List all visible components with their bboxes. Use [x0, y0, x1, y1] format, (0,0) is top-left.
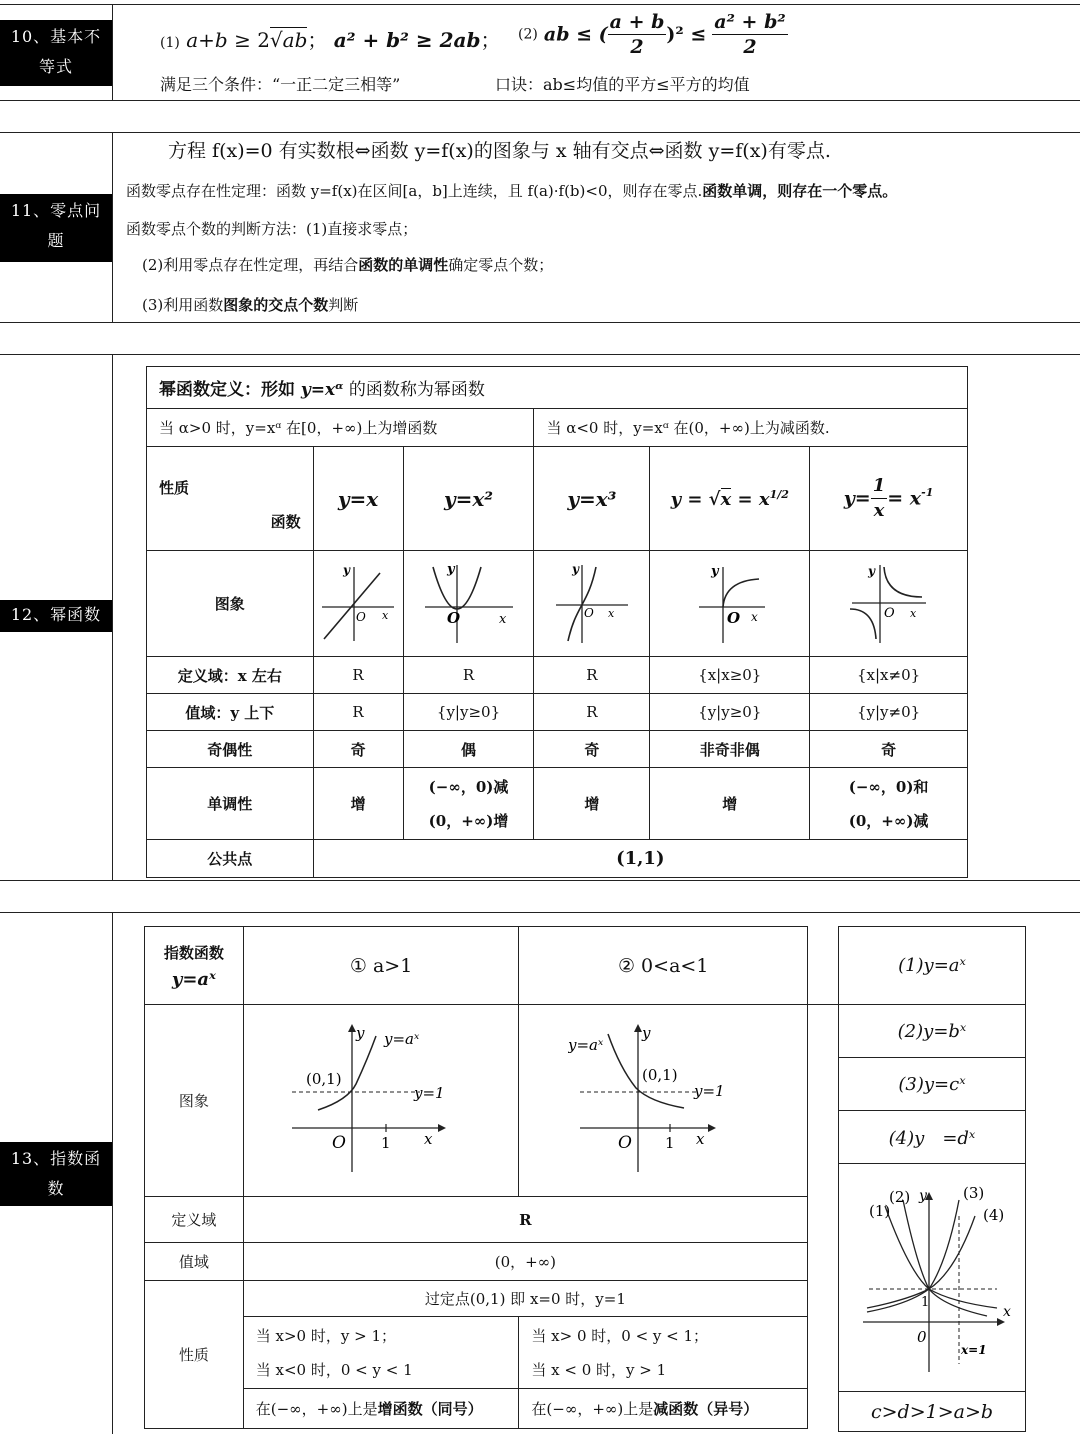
header-formula: y=aˣ: [171, 968, 216, 990]
exponent: -1: [921, 486, 934, 500]
monotonic-line: (0，+∞)减: [848, 811, 929, 830]
curve-label: y=aˣ: [384, 1029, 420, 1048]
formula: ab ≤ (: [543, 23, 608, 46]
fixed-point-label: (0,1): [306, 1069, 342, 1088]
parity-cell: 奇: [534, 731, 650, 768]
property-a-lt-1: [519, 1317, 808, 1389]
origin-label: O: [583, 605, 594, 620]
monotonic-line: (0，+∞)增: [428, 811, 509, 830]
label-line: 数: [47, 1179, 65, 1198]
range-cell: {y|y≠0}: [810, 694, 968, 731]
y-axis-label: y: [919, 1187, 927, 1204]
monotonic-cell: [810, 768, 968, 840]
text-bold: 图象的交点个数: [223, 296, 329, 314]
header-property: 性质: [159, 479, 190, 497]
power-graph-svg: [844, 559, 934, 645]
graph-y-x2: [403, 551, 534, 657]
text-bold: 增函数（同号）: [377, 1400, 483, 1418]
monotonic-line: (−∞，0)减: [428, 777, 509, 796]
x-axis-label: x: [498, 611, 506, 627]
comparison-item: (2)y=bˣ: [839, 1005, 1026, 1058]
rule: [808, 1004, 838, 1005]
text-bold: 函数的单调性: [358, 256, 449, 274]
exponent: 1/2: [769, 487, 789, 501]
tick-label: 1: [381, 1133, 391, 1152]
origin-label: O: [883, 605, 895, 621]
var: a: [186, 28, 199, 52]
range-value: (0，+∞): [243, 1243, 807, 1281]
y-axis-label: y: [867, 563, 875, 578]
x-axis-label: x: [607, 606, 615, 620]
exp-graph-increasing: [286, 1024, 476, 1174]
text: 判断: [328, 296, 359, 314]
fraction: [608, 10, 667, 59]
power-graph-svg: [552, 559, 632, 645]
op: +: [198, 28, 215, 52]
text: 的函数称为幂函数: [343, 380, 485, 400]
range-cell: R: [534, 694, 650, 731]
item-number: (1): [160, 35, 180, 51]
function-y-x3: y=x³: [534, 447, 650, 551]
property-line: 当 x < 0 时，y > 1: [531, 1360, 667, 1379]
rule: [0, 4, 1080, 5]
x-axis-label: x: [909, 606, 916, 620]
curve-label: (4): [983, 1205, 1005, 1224]
denominator: 2: [743, 36, 757, 58]
comparison-item: (3)y=cˣ: [839, 1058, 1026, 1111]
y-axis-label: y: [356, 1023, 365, 1042]
property-a-gt-1: [243, 1317, 519, 1389]
x-axis-label: x: [696, 1129, 705, 1148]
exp-graph-decreasing: [568, 1024, 758, 1174]
function-y-sqrt: [650, 447, 810, 551]
row-label-graph: 图象: [147, 551, 314, 657]
monotonic-line: (−∞，0)和: [848, 777, 929, 796]
rule: [112, 132, 113, 322]
domain-cell: {x|x≠0}: [810, 657, 968, 694]
graph-y-x3: [534, 551, 650, 657]
curve-label: (1): [869, 1201, 891, 1220]
text: (3)利用函数: [142, 296, 224, 314]
text: 函数零点存在性定理：函数 y=f(x)在区间[a，b]上连续，且 f(a)·f(b)<0，则存在零点.: [126, 182, 703, 200]
monotonic-cell: [403, 768, 534, 840]
comparison-item: (4)y =dˣ: [839, 1111, 1026, 1164]
graph-y-x: [313, 551, 403, 657]
rule: [0, 132, 1080, 133]
numerator: a² + b²: [714, 11, 786, 33]
common-point-value: (1,1): [313, 840, 967, 878]
text-bold: 减函数（异号）: [653, 1400, 759, 1418]
monotonic-a-gt-1: [243, 1389, 519, 1429]
sep: ；: [307, 28, 328, 52]
fraction: [712, 10, 787, 59]
text: 在(−∞，+∞)上是: [255, 1400, 378, 1418]
conditions-text: 满足三个条件：“一正二定三相等”: [160, 75, 401, 94]
property-line: 当 x<0 时，0 < y < 1: [255, 1360, 413, 1379]
definition-cell: [147, 367, 968, 409]
formula: y=xᵅ: [300, 380, 344, 400]
op: ≥ 2: [234, 28, 270, 52]
label-line: 11、零点问: [10, 201, 102, 220]
parity-cell: 奇: [313, 731, 403, 768]
domain-value: R: [243, 1197, 807, 1243]
decreasing-note: 当 α<0 时，y=xᵅ 在(0，+∞)上为减函数.: [534, 409, 968, 447]
function-y-x2: y=x²: [403, 447, 534, 551]
formula: )² ≤: [666, 23, 707, 46]
power-function-table: [146, 366, 968, 878]
text: y = √: [670, 488, 721, 510]
fixed-point-note: 过定点(0,1) 即 x=0 时，y=1: [243, 1281, 807, 1317]
exp-header-cell: [145, 927, 244, 1005]
text-bold: 幂函数定义：形如: [159, 380, 301, 400]
power-graph-svg: [318, 559, 398, 645]
graph-y-reciprocal: [810, 551, 968, 657]
asymptote-label: y=1: [414, 1083, 445, 1102]
domain-cell: {x|x≥0}: [650, 657, 810, 694]
range-cell: R: [313, 694, 403, 731]
method-3: [142, 294, 358, 315]
section-12-label: 12、幂函数: [0, 600, 112, 632]
text: y=: [843, 487, 871, 510]
sep: ；: [480, 28, 501, 52]
function-y-x: y=x: [313, 447, 403, 551]
x-axis-label: x: [382, 608, 389, 622]
exp-comparison-table: [838, 926, 1026, 1432]
x-axis-label: x: [750, 609, 758, 624]
row-label-domain: 定义域：x 左右: [147, 657, 314, 694]
section-13-label: [0, 1142, 112, 1206]
var: b: [214, 28, 228, 52]
monotonic-cell: 增: [313, 768, 403, 840]
domain-cell: R: [403, 657, 534, 694]
numerator: a + b: [609, 11, 665, 33]
row-label-monotonic: 单调性: [147, 768, 314, 840]
row-label-parity: 奇偶性: [147, 731, 314, 768]
power-graph-svg: [685, 559, 775, 645]
denominator: 2: [630, 36, 644, 58]
mnemonic-text: 口诀：ab≤均值的平方≤平方的均值: [495, 75, 750, 94]
denominator: x: [873, 500, 885, 521]
domain-cell: R: [534, 657, 650, 694]
property-line: 当 x>0 时，y > 1；: [255, 1326, 396, 1345]
var: ab: [282, 28, 308, 52]
row-label-graph: 图象: [145, 1005, 244, 1197]
case-a-gt-1: ① a>1: [243, 927, 519, 1005]
monotonic-cell: 增: [534, 768, 650, 840]
rule: [0, 912, 1080, 913]
sqrt-radicand: √ab: [269, 28, 308, 52]
section-11-label: [0, 194, 112, 262]
row-label-range: 值域: [145, 1243, 244, 1281]
exp-family-graph: [847, 1176, 1017, 1376]
x-axis-label: x: [424, 1129, 433, 1148]
monotonic-a-lt-1: [519, 1389, 808, 1429]
origin-label: O: [446, 608, 460, 627]
y-axis-label: y: [343, 562, 351, 577]
origin-label: O: [726, 608, 740, 627]
parity-cell: 奇: [810, 731, 968, 768]
tick-label: 1: [665, 1133, 675, 1152]
method-2: [142, 254, 553, 275]
tick-label: 1: [921, 1294, 930, 1310]
base-order: c>d>1>a>b: [839, 1392, 1026, 1432]
rule: [0, 322, 1080, 323]
text: (2)利用零点存在性定理，再结合: [142, 256, 359, 274]
exponential-table: [144, 926, 808, 1429]
fraction: [871, 474, 888, 523]
graph-a-gt-1: [243, 1005, 519, 1197]
header-title: 指数函数: [163, 943, 224, 962]
rule: [0, 880, 1080, 881]
parity-cell: 非奇非偶: [650, 731, 810, 768]
origin-label: O: [618, 1132, 633, 1153]
property-line: 当 x> 0 时，0 < y < 1；: [531, 1326, 709, 1345]
label-line: 等式: [38, 57, 73, 76]
header-function: 函数: [270, 513, 301, 531]
rule: [0, 354, 1080, 355]
y-axis-label: y: [710, 563, 719, 579]
rule: [112, 354, 113, 880]
origin-label: O: [356, 609, 366, 624]
text-bold: 函数单调，则存在一个零点。: [702, 182, 898, 200]
curve-label: y=aˣ: [568, 1035, 604, 1054]
inequality-2: [518, 10, 788, 59]
line-label: x=1: [961, 1342, 987, 1357]
zero-equivalence: 方程 f(x)=0 有实数根⇔函数 y=f(x)的图象与 x 轴有交点⇔函数 y=f(x)有零点.: [168, 140, 831, 162]
numerator: 1: [871, 474, 888, 499]
range-cell: {y|y≥0}: [650, 694, 810, 731]
zero-theorem: [126, 180, 897, 201]
radicand: x: [720, 488, 732, 510]
row-label-properties: 性质: [145, 1281, 244, 1429]
graph-y-sqrt: [650, 551, 810, 657]
label-line: 13、指数函: [10, 1149, 102, 1168]
monotonic-cell: 增: [650, 768, 810, 840]
rule: [112, 4, 113, 100]
y-axis-label: y: [642, 1023, 651, 1042]
domain-cell: R: [313, 657, 403, 694]
text: = x: [887, 487, 922, 510]
parity-cell: 偶: [403, 731, 534, 768]
row-label-common-point: 公共点: [147, 840, 314, 878]
function-y-reciprocal: [810, 447, 968, 551]
rule: [0, 100, 1080, 101]
y-axis-label: y: [446, 561, 455, 577]
section-10-label: [0, 20, 112, 86]
curve-label: (2): [889, 1187, 911, 1206]
formula: a² + b² ≥ 2ab: [333, 28, 481, 52]
method-1: 函数零点个数的判断方法：(1)直接求零点；: [126, 220, 418, 238]
row-label-domain: 定义域: [145, 1197, 244, 1243]
text: 在(−∞，+∞)上是: [531, 1400, 654, 1418]
x-axis-label: x: [1003, 1303, 1011, 1320]
fixed-point-label: (0,1): [642, 1065, 678, 1084]
increasing-note: 当 α>0 时，y=xᵅ 在[0，+∞)上为增函数: [147, 409, 534, 447]
label-line: 题: [47, 231, 65, 250]
comparison-graph-cell: [839, 1164, 1026, 1392]
comparison-item: (1)y=aˣ: [839, 927, 1026, 1005]
range-cell: {y|y≥0}: [403, 694, 534, 731]
rule: [112, 912, 113, 1434]
row-label-range: 值域：y 上下: [147, 694, 314, 731]
header-diagonal-cell: [147, 447, 314, 551]
curve-label: (3): [963, 1183, 985, 1202]
origin-label: O: [332, 1132, 347, 1153]
asymptote-label: y=1: [694, 1081, 725, 1100]
case-a-lt-1: ② 0<a<1: [519, 927, 808, 1005]
text: 确定零点个数；: [448, 256, 554, 274]
power-graph-svg: [419, 559, 519, 645]
label-line: 10、基本不: [10, 27, 102, 46]
origin-label: 0: [917, 1327, 927, 1346]
y-axis-label: y: [571, 561, 579, 576]
item-number: (2): [518, 26, 538, 43]
graph-a-lt-1: [519, 1005, 808, 1197]
text: = x: [731, 488, 770, 510]
inequality-1: [160, 24, 500, 53]
